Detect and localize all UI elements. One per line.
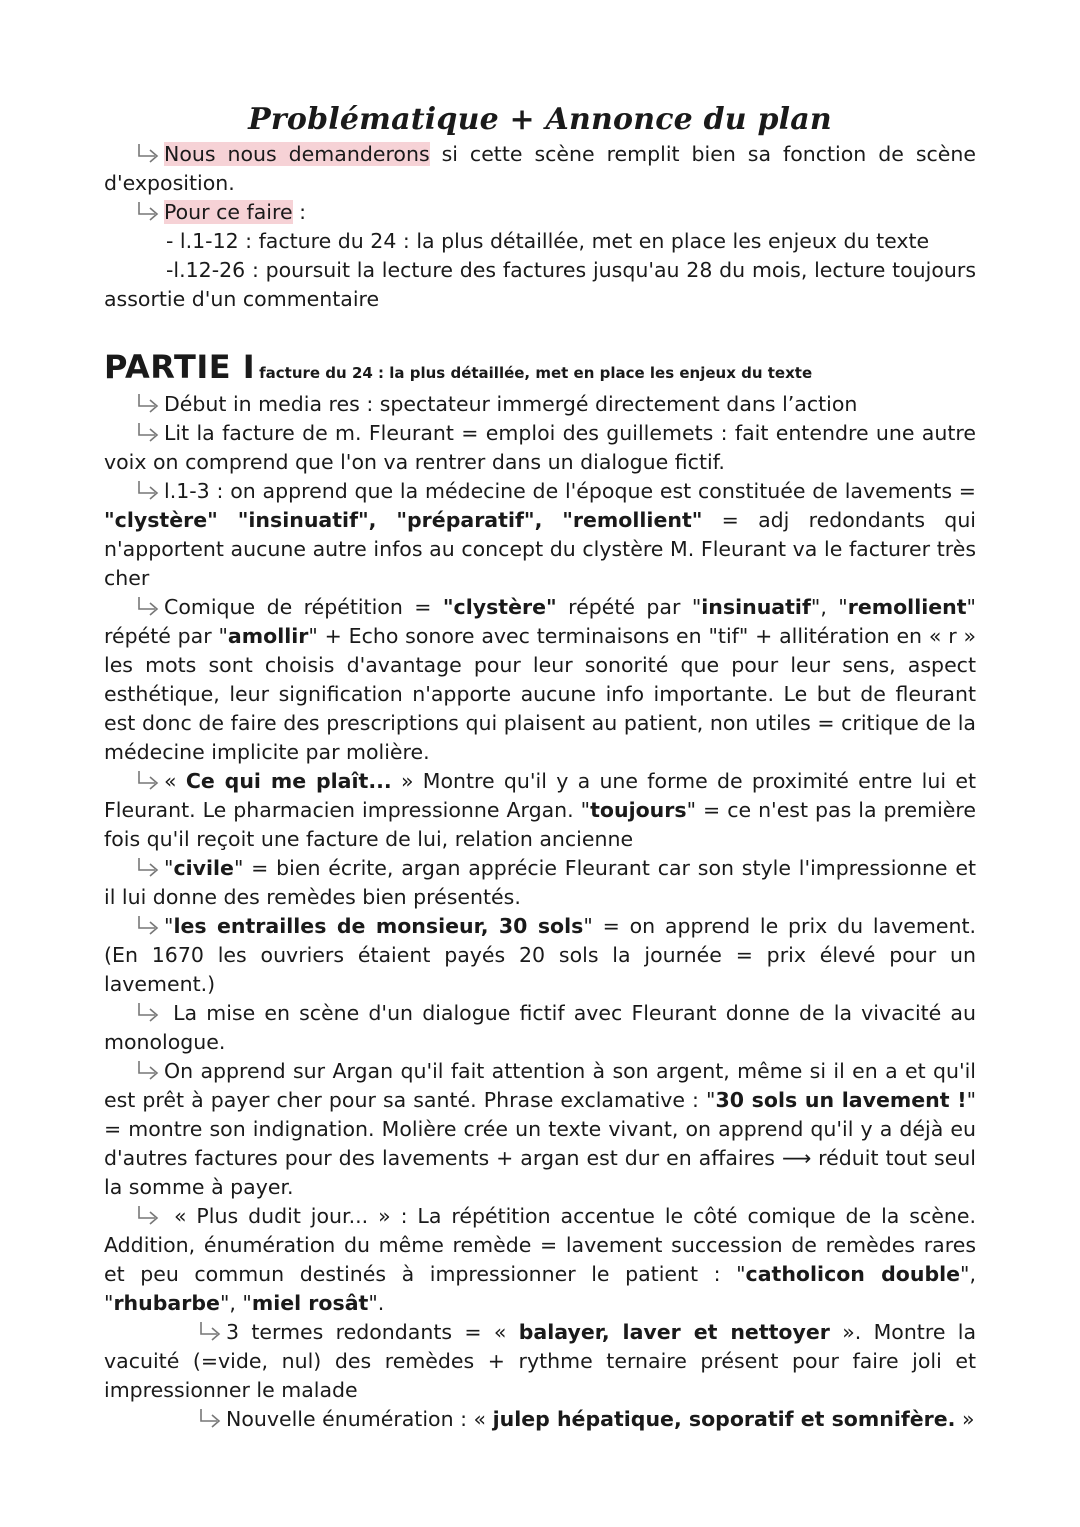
paragraph-in-media-res: Début in media res : spectateur immergé directement dans l’action bbox=[104, 390, 976, 419]
arrow-icon bbox=[198, 1407, 224, 1429]
paragraph-facture: Lit la facture de m. Fleurant = emploi des guillemets : fait entendre une autre voix on comprend que l'on va rentrer dans un dialogue fictif. bbox=[104, 421, 976, 474]
page-title: Problématique + Annonce du plan bbox=[248, 102, 832, 137]
arrow-icon bbox=[136, 1204, 162, 1226]
paragraph-entrailles: "les entrailles de monsieur, 30 sols" = on apprend le prix du lavement. (En 1670 les ouvriers étaient payés 20 sols la journée = prix élevé pour un lavement.) bbox=[104, 914, 977, 996]
arrow-icon bbox=[198, 1320, 224, 1342]
plan-item-2: -l.12-26 : poursuit la lecture des factures jusqu'au 28 du mois, lecture toujours assortie d'un commentaire bbox=[104, 258, 976, 311]
arrow-icon bbox=[136, 769, 162, 791]
section-heading bbox=[104, 350, 976, 390]
paragraph-nouvelle-enumeration: Nouvelle énumération : « julep hépatique, soporatif et somnifère. » bbox=[104, 1405, 976, 1434]
arrow-icon bbox=[136, 856, 162, 878]
section-number: PARTIE I bbox=[104, 348, 256, 386]
arrow-icon bbox=[136, 1001, 162, 1023]
plan-item-1: - l.1-12 : facture du 24 : la plus détaillée, met en place les enjeux du texte bbox=[166, 229, 930, 253]
arrow-icon bbox=[136, 421, 162, 443]
arrow-icon bbox=[136, 392, 162, 414]
paragraph-lavements: l.1-3 : on apprend que la médecine de l'époque est constituée de lavements = "clystère" "insinuatif", "préparatif", "remollient" = adj redondants qui n'apportent aucune autre infos au concept du clystère M. Fleurant va le facturer très cher bbox=[104, 479, 977, 590]
arrow-icon bbox=[136, 595, 162, 617]
paragraph-ce-qui-me-plait: « Ce qui me plaît... » Montre qu'il y a une forme de proximité entre lui et Fleurant. Le pharmacien impressionne Argan. "toujours" = ce n'est pas la première fois qu'il reçoit une facture de lui, relation ancienne bbox=[104, 769, 976, 851]
arrow-icon bbox=[136, 1059, 162, 1081]
arrow-icon bbox=[136, 200, 162, 222]
arrow-icon bbox=[136, 914, 162, 936]
section-subtitle: facture du 24 : la plus détaillée, met en place les enjeux du texte bbox=[259, 364, 813, 382]
paragraph-termes-redondants: 3 termes redondants = « balayer, laver et nettoyer ». Montre la vacuité (=vide, nul) des remèdes + rythme ternaire présent pour faire joli et impressionner le malade bbox=[104, 1320, 977, 1402]
intro-paragraph-2: Pour ce faire : bbox=[104, 198, 976, 227]
paragraph-mise-en-scene: La mise en scène d'un dialogue fictif avec Fleurant donne de la vivacité au monologue. bbox=[104, 1001, 976, 1054]
intro-paragraph-1: Nous nous demanderons si cette scène remplit bien sa fonction de scène d'exposition. bbox=[104, 142, 976, 195]
paragraph-argent: On apprend sur Argan qu'il fait attention à son argent, même si il en a et qu'il est prêt à payer cher pour sa santé. Phrase exclamative : "30 sols un lavement !" = montre son indignation. Molière crée un texte vivant, on apprend qu'il y a déjà eu d'autres factures pour des lavements + argan est dur en affaires ⟶ réduit tout seul la somme à payer. bbox=[104, 1059, 976, 1199]
document-page bbox=[104, 100, 976, 1434]
paragraph-plus-dudit-jour: « Plus dudit jour... » : La répétition accentue le côté comique de la scène. Addition, énumération du même remède = lavement succession de remèdes rares et peu commun destinés à impressionner le patient : "catholicon double", "rhubarbe", "miel rosât". bbox=[104, 1204, 976, 1315]
paragraph-comique: Comique de répétition = "clystère" répété par "insinuatif", "remollient" répété par "amollir" + Echo sonore avec terminaisons en "tif" + allitération en « r » les mots sont choisis d'avantage pour leur sonorité que pour leur sens, aspect esthétique, leur signification n'apporte aucune info importante. Le but de fleurant est donc de faire des prescriptions qui plaisent au patient, non utiles = critique de la médecine implicite par molière. bbox=[104, 595, 976, 764]
arrow-icon bbox=[136, 479, 162, 501]
arrow-icon bbox=[136, 142, 162, 164]
paragraph-civile: "civile" = bien écrite, argan apprécie Fleurant car son style l'impressionne et il lui donne des remèdes bien présentés. bbox=[104, 856, 976, 909]
